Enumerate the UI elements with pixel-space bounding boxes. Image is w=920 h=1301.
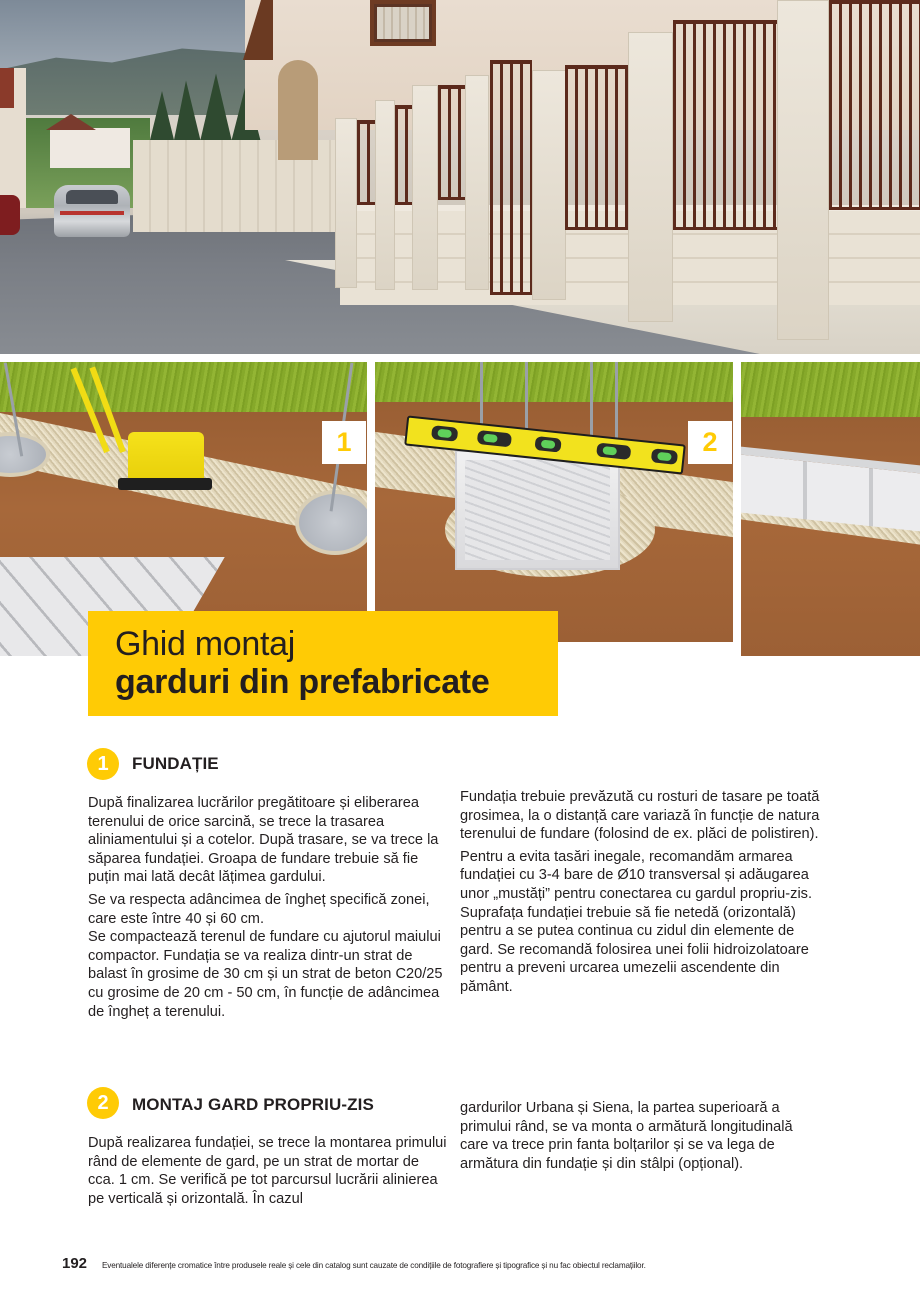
fence-grille	[438, 85, 466, 200]
paragraph: După realizarea fundației, se trece la montarea primului rând de elemente de gard, pe un strat de mortar de cca. 1 cm. Se verifică pe tot parcursul lucrării alinierea pe verticală și orizontală. În cazul	[88, 1135, 447, 1207]
paragraph: După finalizarea lucrărilor pregătitoare și eliberarea terenului de orice sarcină, se trece la trasarea aliniamentului și a cotelor. După trasare, se va trece la săparea fundației. Groapa de fundare trebuie să fie puțin mai lată decât lățimea gardului.	[88, 795, 439, 886]
level-vial	[477, 430, 512, 447]
section-title: MONTAJ GARD PROPRIU-ZIS	[132, 1095, 374, 1114]
section-1-left-column	[88, 794, 448, 1025]
level-vial	[651, 448, 678, 465]
rebar-rod	[615, 362, 618, 447]
fence-pillar	[465, 75, 489, 290]
paragraph: Se va respecta adâncimea de îngheț specifică zonei, care este între 40 și 60 cm.	[88, 891, 430, 927]
fence-pillar	[628, 32, 673, 322]
fence-gate	[490, 60, 532, 295]
step-badge-2: 2	[688, 421, 732, 464]
level-vial	[534, 436, 561, 453]
fence-grille	[357, 120, 377, 205]
level-vial	[596, 442, 631, 459]
page-number: 192	[62, 1255, 88, 1272]
section-number-badge: 2	[87, 1087, 119, 1119]
paragraph: Fundația trebuie prevăzută cu rosturi de tasare pe toată grosimea, la o distanță care variază în funcție de natura terenului de fundare (folosind de ex. plăci de polistiren).	[460, 789, 820, 843]
section-2-heading	[87, 1087, 374, 1119]
step-badge-1: 1	[322, 421, 366, 464]
section-2-right-column	[460, 1099, 820, 1177]
level-vial	[431, 425, 458, 442]
paragraph: Pentru a evita tasări inegale, recomandăm armarea fundației cu 3-4 bare de Ø10 transversal și adăugarea unor „mustăți” pentru conectarea cu gardul propriu-zis. Suprafața fundației trebuie să fie netedă (orizontală) pentru a se putea continua cu zidul din elemente de gard. Se recomandă folosirea unei folii hidroizolatoare pentru a preveni urcarea umezelii ascendente din pământ.	[460, 848, 813, 995]
fence-grille	[829, 0, 920, 210]
fence-grille	[565, 65, 633, 230]
house-window	[370, 0, 436, 46]
section-number-badge: 1	[87, 748, 119, 780]
plate-compactor	[118, 420, 212, 492]
fence-pillar	[532, 70, 566, 300]
left-house-wall	[0, 68, 26, 208]
fence-pillar	[412, 85, 438, 290]
section-2-left-column	[88, 1134, 448, 1212]
footer-disclaimer: Eventualele diferențe cromatice între produsele reale și cele din catalog sunt cauzate de condițiile de fotografiere și tipografice și nu fac obiectul reclamațiilor.	[102, 1261, 646, 1270]
compactor-plate	[118, 478, 212, 490]
section-1-right-column	[460, 788, 820, 1001]
title-banner	[88, 611, 558, 716]
paragraph: gardurilor Urbana și Siena, la partea superioară a primului rând, se va monta o armătură longitudinală care va trece prin fanta bolțarilor și se va lega de armătura din fundație și din stâlpi (opțional).	[460, 1100, 793, 1172]
page-title-line2: garduri din prefabricate	[115, 663, 490, 701]
section-1-heading	[87, 748, 219, 780]
stone-arch	[278, 60, 318, 160]
fence-pillar	[375, 100, 395, 290]
red-car	[0, 195, 20, 235]
hero-photo	[0, 0, 920, 354]
silver-car	[54, 185, 130, 237]
fence-pillar	[777, 0, 829, 340]
section-title: FUNDAȚIE	[132, 754, 219, 773]
fence-block	[455, 450, 620, 570]
compactor-body	[128, 432, 204, 482]
background-house	[50, 128, 130, 168]
fence-grille	[395, 105, 413, 205]
fence-pillar	[335, 118, 357, 288]
page-title-line1: Ghid montaj	[115, 625, 296, 663]
fence-grille	[673, 20, 778, 230]
paragraph: Se compactează terenul de fundare cu ajutorul maiului compactor. Fundația se va realiza dintr-un strat de balast în grosime de 30 cm și un strat de beton C20/25 cu grosime de 20 cm - 50 cm, în funcție de adâncimea de îngheț a terenului.	[88, 929, 443, 1020]
